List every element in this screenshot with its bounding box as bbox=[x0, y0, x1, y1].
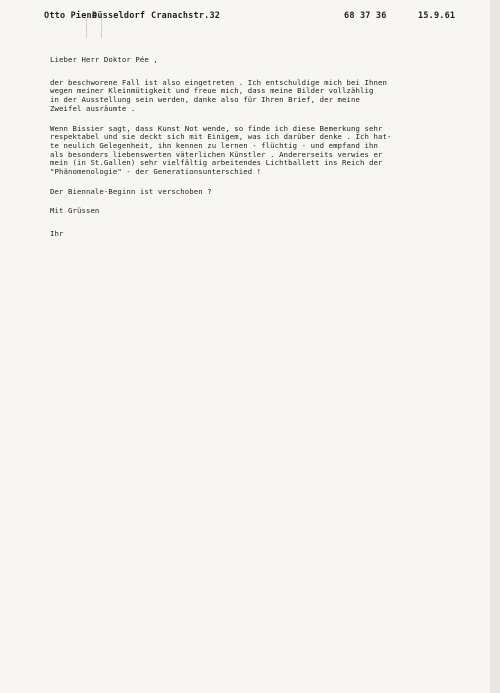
letter-body bbox=[50, 56, 488, 250]
paragraph-2: Wenn Bissier sagt, dass Kunst Not wende, so finde ich diese Bemerkung sehr respektabel und sie deckt sich mit Einigem, was ich darüber denke . Ich hat- te neulich Gelegenheit, ihn kennen zu lernen - flüchtig - und empfand ihn als besonders liebenswerten väterlichen Künstler . Andererseits verwies er mein (in St.Gallen) sehr vielfältig arbeitendes Lichtballett ins Reich der "Phänomenologie" - der Generationsunterschied ! bbox=[50, 123, 392, 177]
greeting: Mit Grüssen bbox=[50, 206, 100, 216]
sender-city: Düsseldorf bbox=[92, 11, 146, 21]
paragraph-1: der beschworene Fall ist also eingetreten . Ich entschuldige mich bei Ihnen wegen meiner Kleinmütigkeit und freue mich, dass meine Bilder vollzählig in der Ausstellung sein werden, danke also für Ihren Brief, der meine Zweifel ausräumte . bbox=[50, 77, 387, 113]
sender-name: Otto Piene bbox=[44, 11, 98, 21]
signoff: Ihr bbox=[50, 229, 64, 239]
letter-date: 15.9.61 bbox=[418, 11, 456, 21]
biennale-question: Der Biennale-Beginn ist verschoben ? bbox=[50, 186, 212, 196]
sender-phone: 68 37 36 bbox=[344, 11, 387, 21]
salutation: Lieber Herr Doktor Pée , bbox=[50, 55, 158, 64]
letterhead bbox=[44, 11, 490, 27]
sender-street: Cranachstr.32 bbox=[151, 11, 221, 21]
